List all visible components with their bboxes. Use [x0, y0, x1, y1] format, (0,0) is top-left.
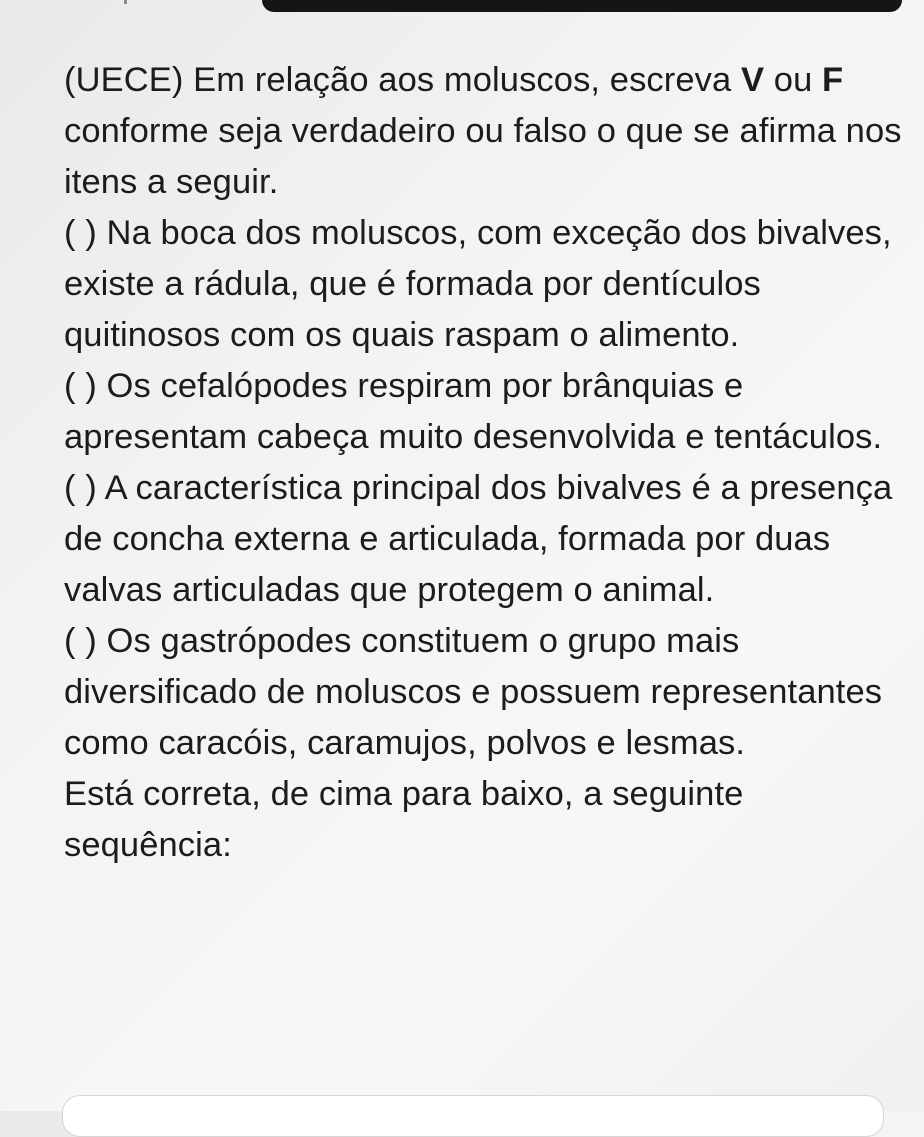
- question-item-2: [64, 361, 914, 463]
- item-1-marker: ( ): [64, 214, 97, 252]
- question-item-1: [64, 208, 914, 361]
- question-item-3: [64, 463, 914, 616]
- item-3-marker: ( ): [64, 469, 97, 507]
- top-edge-tick: [124, 0, 127, 4]
- true-letter: V: [740, 61, 765, 99]
- question-text-block: [64, 55, 914, 871]
- answer-input-box[interactable]: [62, 1095, 884, 1137]
- item-2-marker: ( ): [64, 367, 97, 405]
- item-2-text: Os cefalópodes respiram por brânquias e apresentam cabeça muito desenvolvida e tentáculos.: [64, 367, 883, 456]
- question-item-4: [64, 616, 914, 769]
- question-closing: Está correta, de cima para baixo, a seguinte sequência:: [64, 775, 744, 864]
- top-dark-image-edge: [262, 0, 902, 12]
- question-intro: (UECE) Em relação aos moluscos, escreva V ou F conforme seja verdadeiro ou falso o que se afirma nos itens a seguir.: [64, 61, 902, 201]
- item-1-text: Na boca dos moluscos, com exceção dos bivalves, existe a rádula, que é formada por dentículos quitinosos com os quais raspam o alimento.: [64, 214, 892, 354]
- item-4-marker: ( ): [64, 622, 97, 660]
- false-letter: F: [822, 61, 844, 99]
- item-3-text: A característica principal dos bivalves é a presença de concha externa e articulada, formada por duas valvas articuladas que protegem o animal.: [64, 469, 893, 609]
- item-4-text: Os gastrópodes constituem o grupo mais diversificado de moluscos e possuem representantes como caracóis, caramujos, polvos e lesmas.: [64, 622, 883, 762]
